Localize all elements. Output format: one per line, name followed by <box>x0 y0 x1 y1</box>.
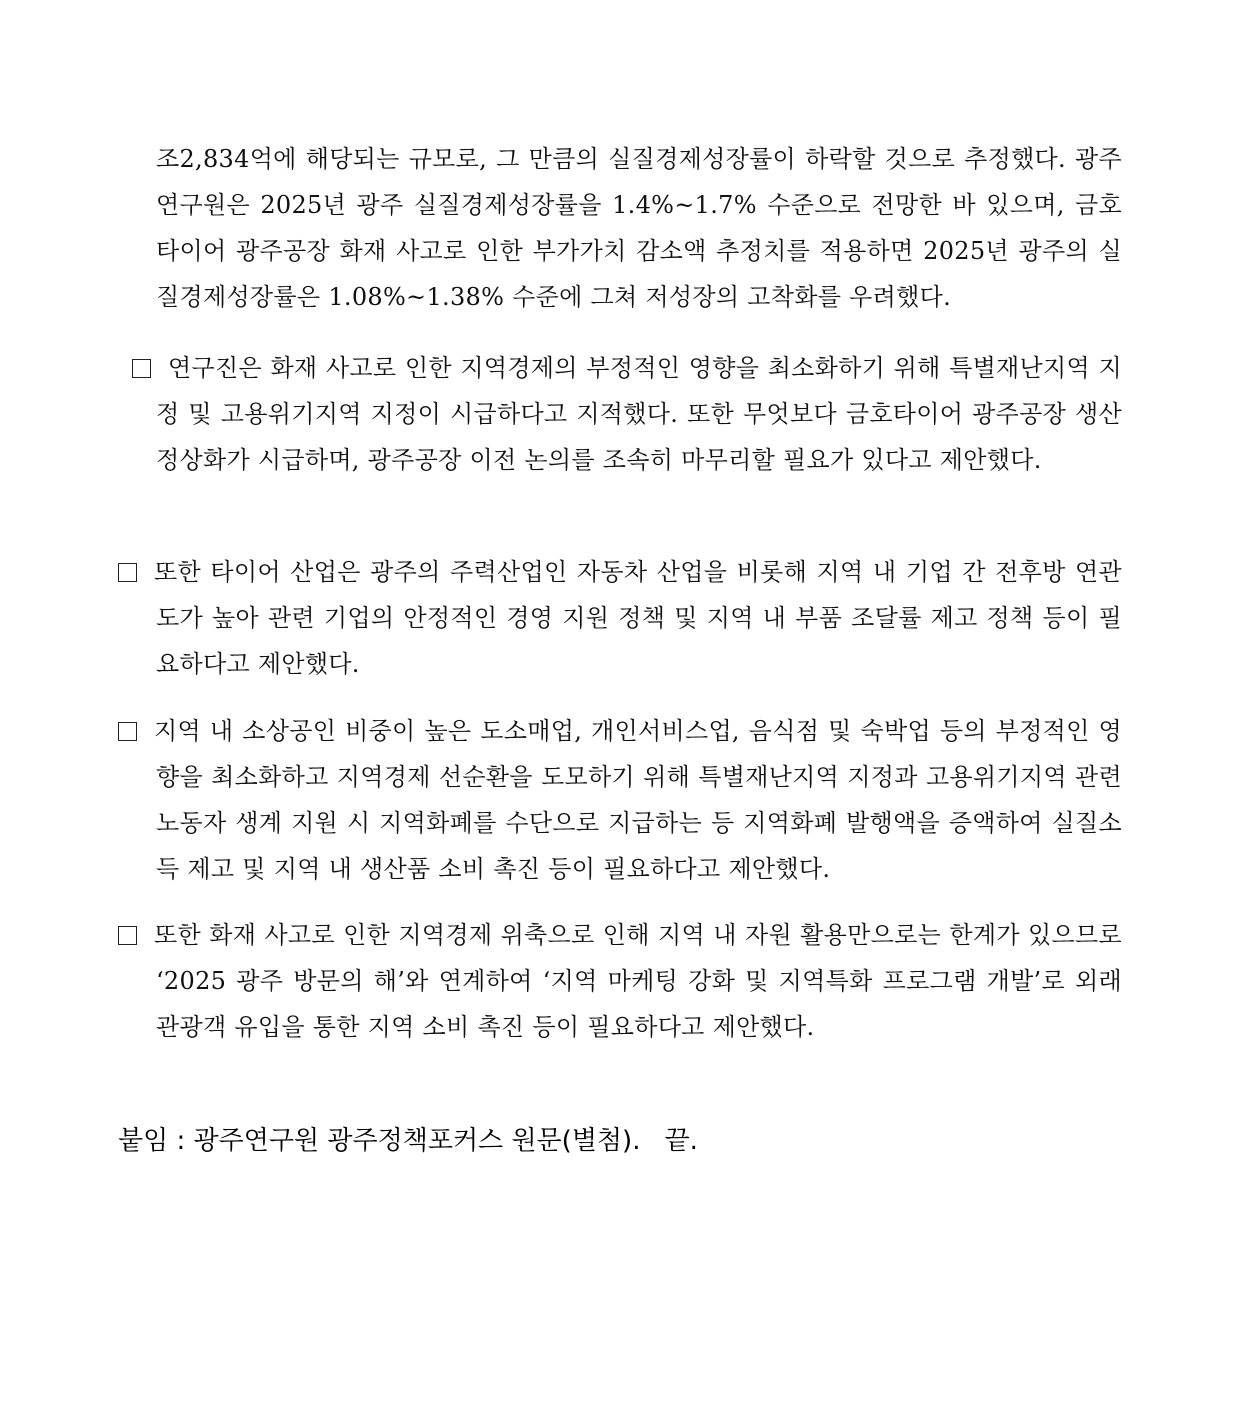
paragraph-local-currency <box>118 708 1122 892</box>
paragraph-tourism <box>118 912 1122 1050</box>
attachment-text: 붙임 : 광주연구원 광주정책포커스 원문(별첨). <box>118 1126 641 1156</box>
paragraph-text: 지역 내 소상공인 비중이 높은 도소매업, 개인서비스업, 음식점 및 숙박업 등의 부정적인 영향을 최소화하고 지역경제 선순환을 도모하기 위해 특별재난지역 지정과 고용위기지역 관련 노동자 생계 지원 시 지역화폐를 수단으로 지급하는 등 지역화폐 발행액을 증액하여 실질소득 제고 및 지역 내 생산품 소비 촉진 등이 필요하다고 제안했다. <box>154 717 1122 883</box>
checkbox-bullet-icon <box>132 359 151 378</box>
paragraph-text: 또한 화재 사고로 인한 지역경제 위축으로 인해 지역 내 자원 활용만으로는 한계가 있으므로 ‘2025 광주 방문의 해’와 연계하여 ‘지역 마케팅 강화 및 지역특화 프로그램 개발’로 외래 관광객 유입을 통한 지역 소비 촉진 등이 필요하다고 제안했다. <box>154 921 1122 1041</box>
checkbox-bullet-icon <box>118 926 137 945</box>
checkbox-bullet-icon <box>118 563 137 582</box>
paragraph-special-disaster-zone <box>118 345 1122 483</box>
paragraph-text: 연구진은 화재 사고로 인한 지역경제의 부정적인 영향을 최소화하기 위해 특별재난지역 지정 및 고용위기지역 지정이 시급하다고 지적했다. 또한 무엇보다 금호타이어 광주공장 생산 정상화가 시급하며, 광주공장 이전 논의를 조속히 마무리할 필요가 있다고 제안했다. <box>156 354 1122 474</box>
paragraph-growth-estimate: 조2,834억에 해당되는 규모로, 그 만큼의 실질경제성장률이 하락할 것으로 추정했다. 광주연구원은 2025년 광주 실질경제성장률을 1.4%~1.7% 수준으로 전망한 바 있으며, 금호타이어 광주공장 화재 사고로 인한 부가가치 감소액 추정치를 적용하면 2025년 광주의 실질경제성장률은 1.08%~1.38% 수준에 그쳐 저성장의 고착화를 우려했다. <box>156 145 1122 311</box>
attachment-note <box>118 1118 698 1164</box>
checkbox-bullet-icon <box>118 722 137 741</box>
paragraph-tire-industry <box>118 549 1122 687</box>
paragraph-text: 또한 타이어 산업은 광주의 주력산업인 자동차 산업을 비롯해 지역 내 기업 간 전후방 연관도가 높아 관련 기업의 안정적인 경영 지원 정책 및 지역 내 부품 조달률 제고 정책 등이 필요하다고 제안했다. <box>154 558 1122 678</box>
end-mark: 끝. <box>664 1126 698 1156</box>
